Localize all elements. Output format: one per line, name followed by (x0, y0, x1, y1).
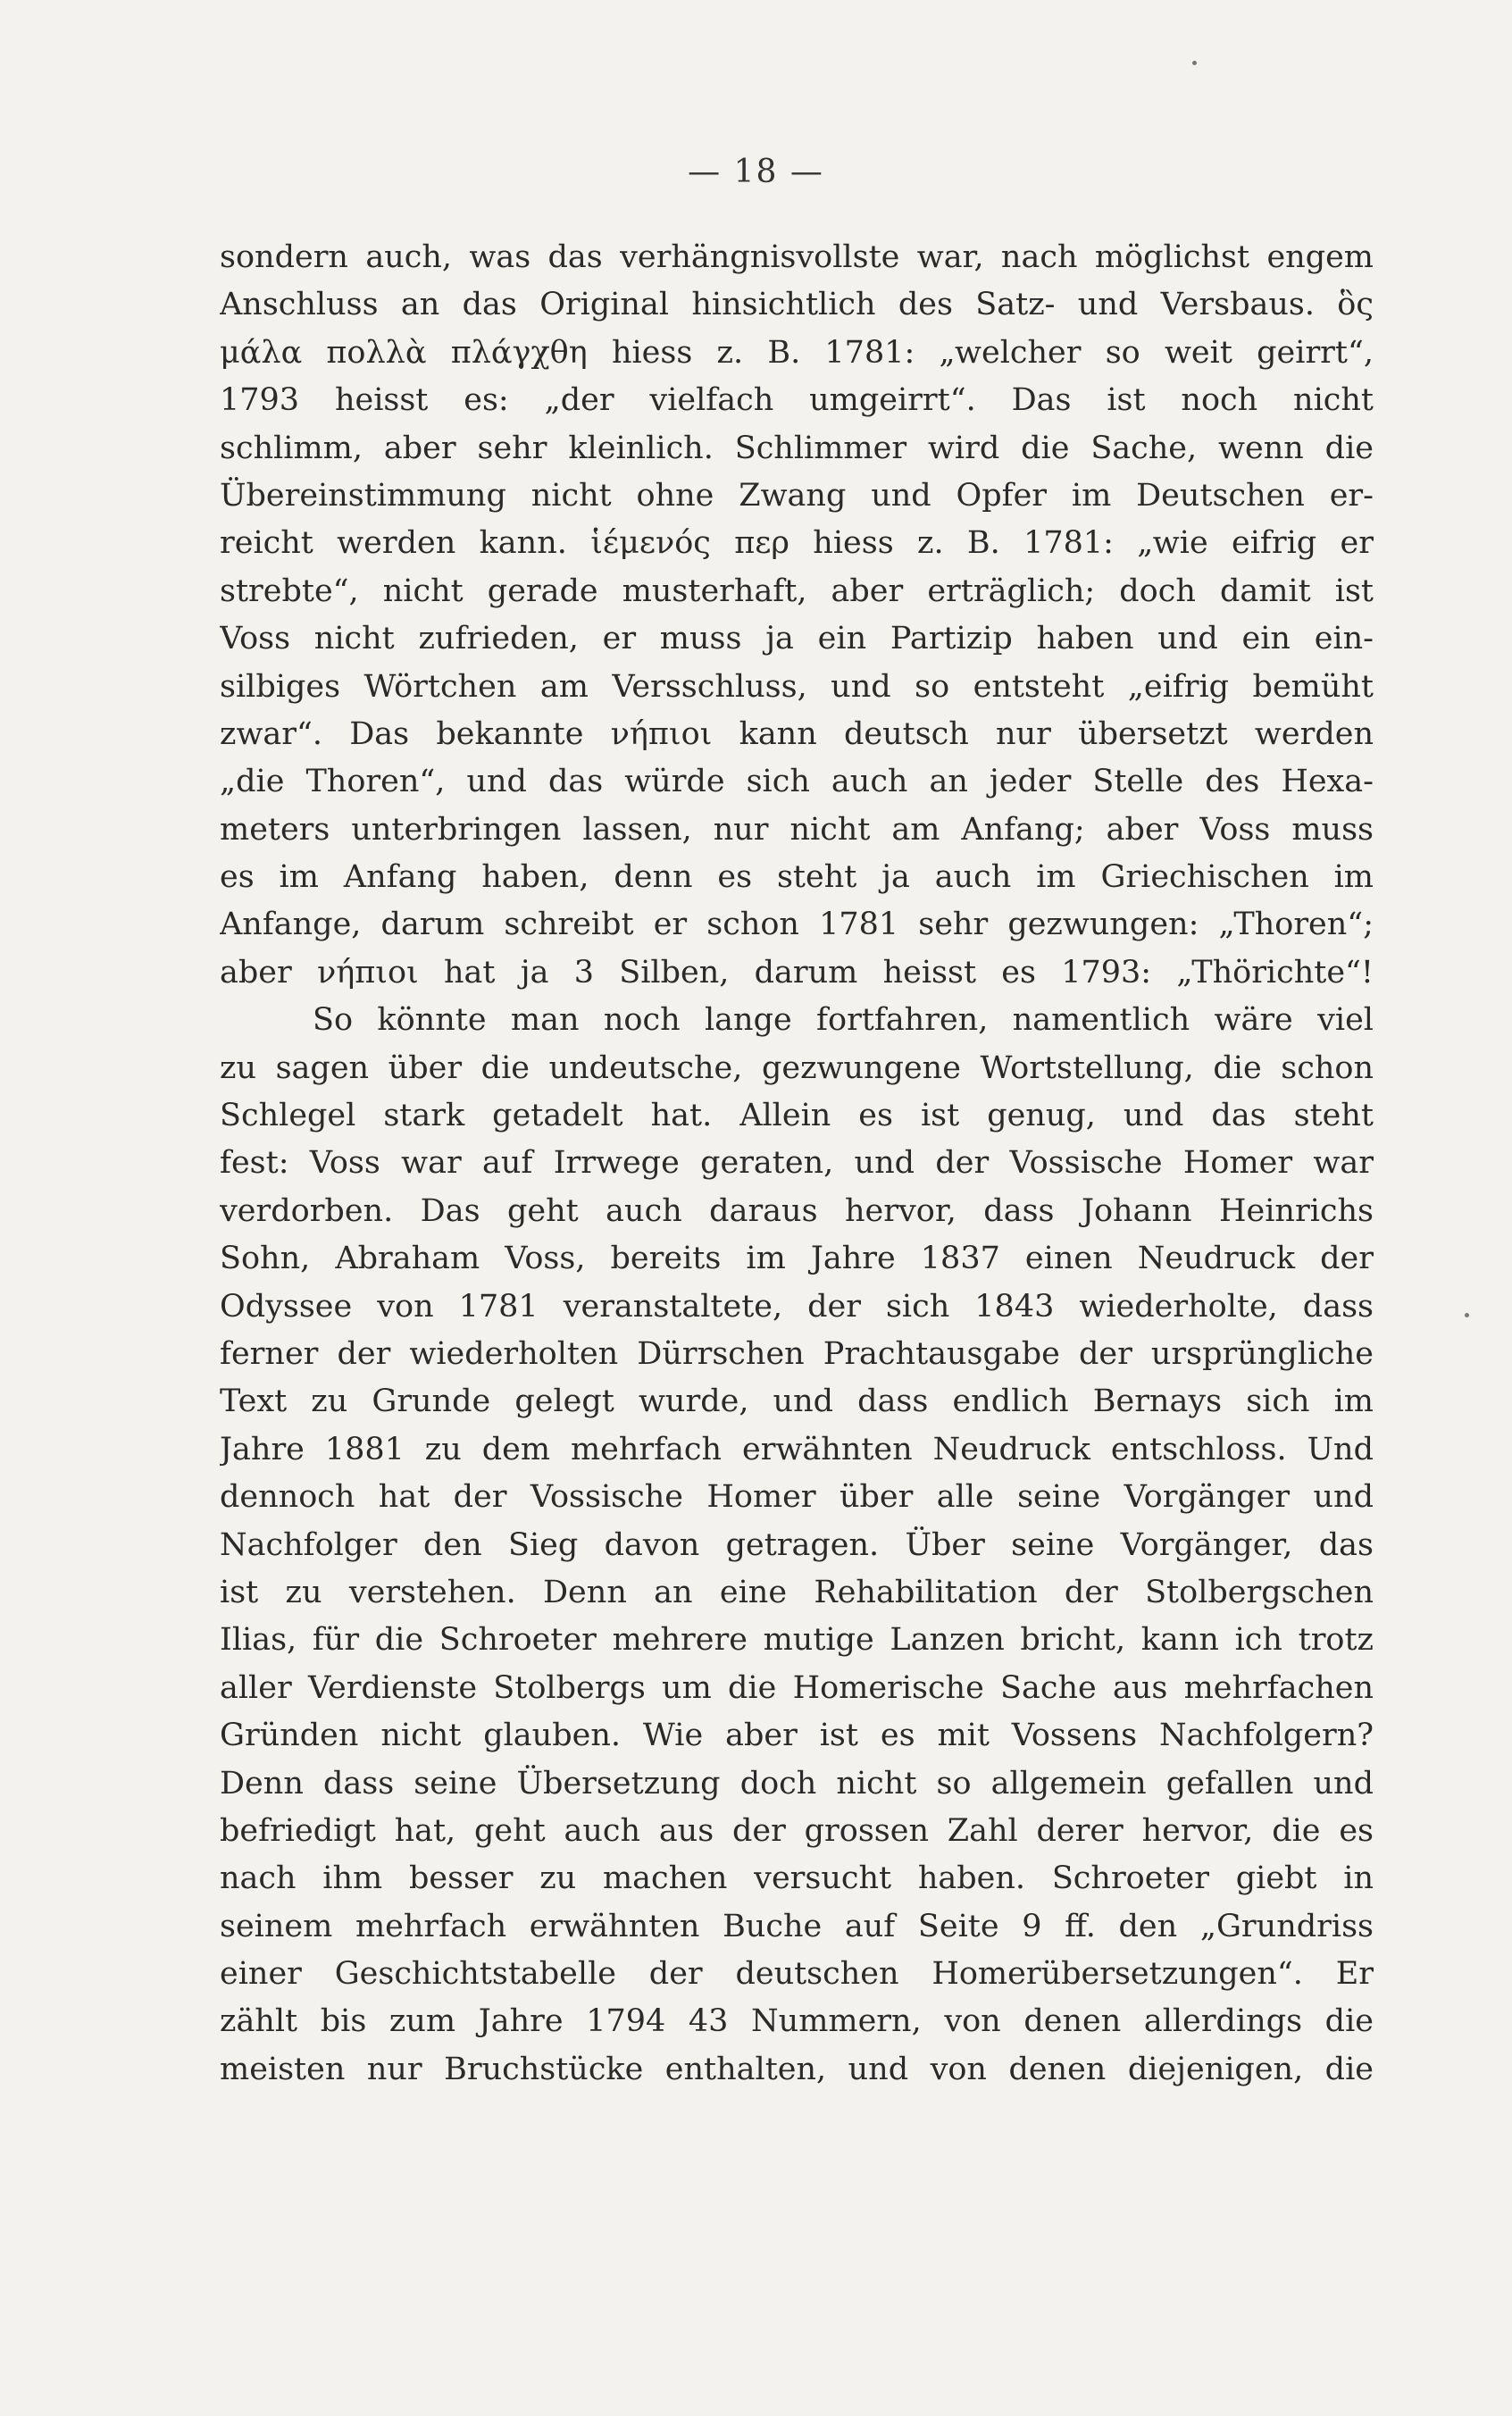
text-line: Jahre 1881 zu dem mehrfach erwähnten Neudruck entschloss. Und (220, 1431, 1374, 1467)
text-line: μάλα πολλὰ πλάγχθη hiess z. B. 1781: „welcher so weit geirrt“, (220, 334, 1374, 371)
text-line: aber νήπιοι hat ja 3 Silben, darum heisst es 1793: „Thörichte“! (220, 954, 1374, 991)
text-line: Nachfolger den Sieg davon getragen. Über seine Vorgänger, das (220, 1526, 1374, 1563)
text-line: einer Geschichtstabelle der deutschen Homerübersetzungen“. Er (220, 1956, 1374, 1993)
body-text (220, 234, 1374, 2094)
text-line: „die Thoren“, und das würde sich auch an jeder Stelle des Hexa- (220, 764, 1374, 800)
text-line: Anschluss an das Original hinsichtlich des Satz- und Versbaus. ὃς (220, 287, 1374, 323)
text-line: Ilias, für die Schroeter mehrere mutige Lanzen bricht, kann ich trotz (220, 1622, 1374, 1659)
text-line: meters unterbringen lassen, nur nicht am Anfang; aber Voss muss (220, 811, 1374, 848)
text-line: schlimm, aber sehr kleinlich. Schlimmer wird die Sache, wenn die (220, 430, 1374, 466)
page-number: — 18 — (688, 154, 824, 190)
text-line: Anfange, darum schreibt er schon 1781 sehr gezwungen: „Thoren“; (220, 907, 1374, 943)
text-line: dennoch hat der Vossische Homer über alle seine Vorgänger und (220, 1479, 1374, 1516)
text-line: zwar“. Das bekannte νήπιοι kann deutsch nur übersetzt werden (220, 715, 1374, 752)
paragraph-start-line: So könnte man noch lange fortfahren, namentlich wäre viel (313, 1002, 1374, 1039)
text-line: zu sagen über die undeutsche, gezwungene Wortstellung, die schon (220, 1049, 1374, 1086)
text-line: Sohn, Abraham Voss, bereits im Jahre 1837 einen Neudruck der (220, 1241, 1374, 1277)
text-line: sondern auch, was das verhängnisvollste war, nach möglichst engem (220, 239, 1374, 275)
text-line: strebte“, nicht gerade musterhaft, aber erträglich; doch damit ist (220, 573, 1374, 609)
scan-speck (1192, 61, 1197, 65)
text-line: Text zu Grunde gelegt wurde, und dass endlich Bernays sich im (220, 1384, 1374, 1420)
text-line: silbiges Wörtchen am Versschluss, und so entsteht „eifrig bemüht (220, 668, 1374, 705)
text-line: nach ihm besser zu machen versucht haben. Schroeter giebt in (220, 1860, 1374, 1897)
text-line: meisten nur Bruchstücke enthalten, und von denen diejenigen, die (220, 2051, 1374, 2087)
text-line: Gründen nicht glauben. Wie aber ist es mit Vossens Nachfolgern? (220, 1718, 1374, 1754)
text-line: Odyssee von 1781 veranstaltete, der sich 1843 wiederholte, dass (220, 1288, 1374, 1325)
text-line: zählt bis zum Jahre 1794 43 Nummern, von denen allerdings die (220, 2003, 1374, 2040)
text-line: Denn dass seine Übersetzung doch nicht so allgemein gefallen und (220, 1765, 1374, 1802)
text-line: ferner der wiederholten Dürrschen Prachtausgabe der ursprüngliche (220, 1335, 1374, 1372)
scan-speck (1465, 1313, 1469, 1317)
text-line: befriedigt hat, geht auch aus der grossen Zahl derer hervor, die es (220, 1812, 1374, 1849)
text-line: reicht werden kann. ἱέμενός περ hiess z. B. 1781: „wie eifrig er (220, 525, 1374, 562)
text-line: aller Verdienste Stolbergs um die Homerische Sache aus mehrfachen (220, 1669, 1374, 1706)
text-line: es im Anfang haben, denn es steht ja auch im Griechischen im (220, 859, 1374, 896)
text-line: ist zu verstehen. Denn an eine Rehabilitation der Stolbergschen (220, 1574, 1374, 1610)
text-line: Übereinstimmung nicht ohne Zwang und Opfer im Deutschen er- (220, 477, 1374, 514)
text-line: 1793 heisst es: „der vielfach umgeirrt“. Das ist noch nicht (220, 382, 1374, 419)
text-line: Schlegel stark getadelt hat. Allein es ist genug, und das steht (220, 1098, 1374, 1134)
text-line: seinem mehrfach erwähnten Buche auf Seite 9 ff. den „Grundriss (220, 1908, 1374, 1944)
text-line: Voss nicht zufrieden, er muss ja ein Partizip haben und ein ein- (220, 621, 1374, 657)
text-line: verdorben. Das geht auch daraus hervor, dass Johann Heinrichs (220, 1192, 1374, 1229)
text-line: fest: Voss war auf Irrwege geraten, und der Vossische Homer war (220, 1145, 1374, 1182)
